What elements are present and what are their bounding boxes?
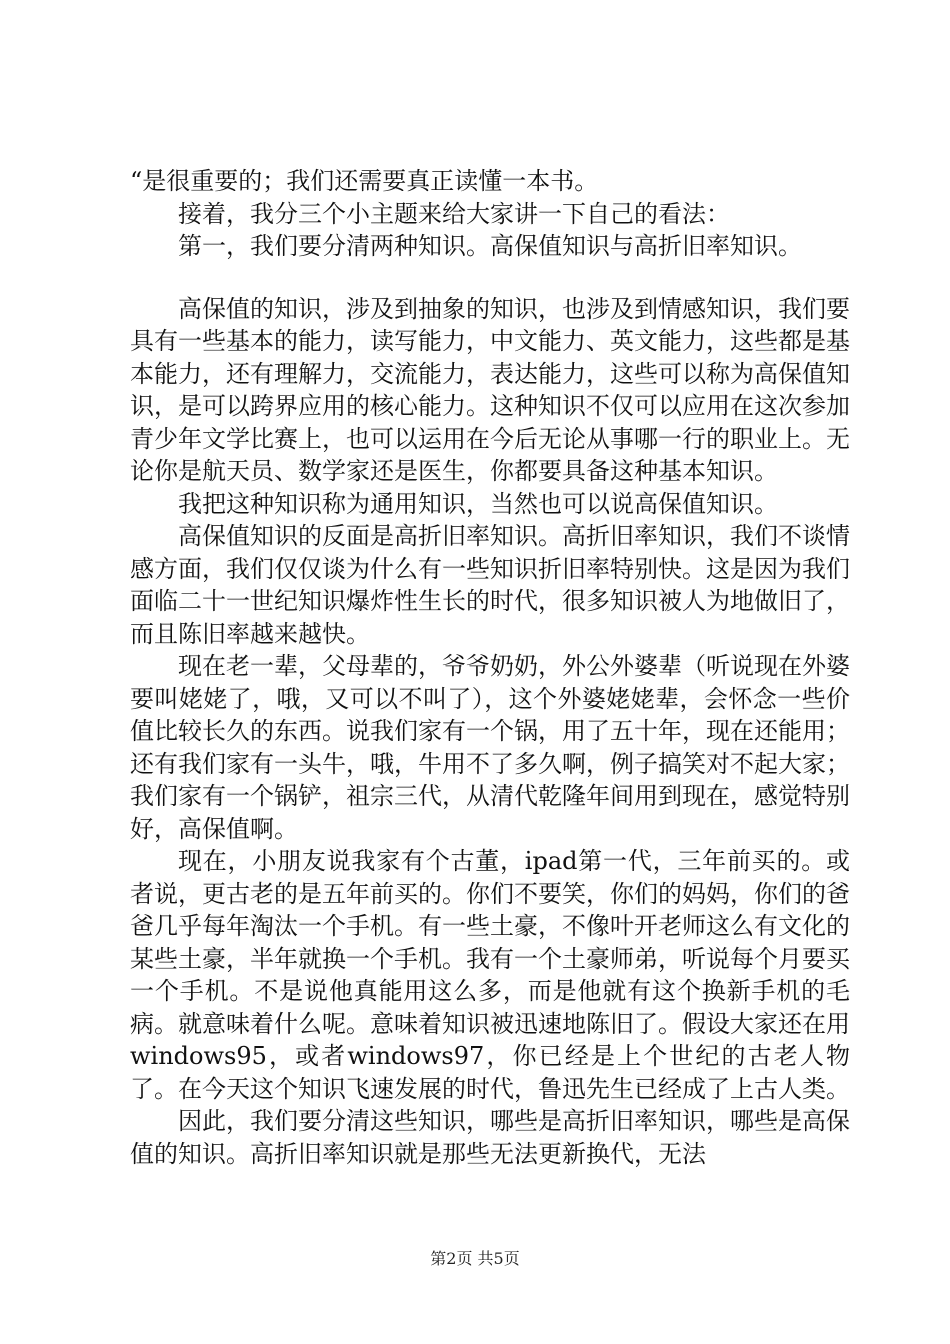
paragraph-continuation: “是很重要的；我们还需要真正读懂一本书。 (130, 167, 599, 195)
document-body (130, 165, 850, 1170)
page-footer: 第2页 共5页 (430, 1249, 520, 1268)
paragraph-intro: 接着，我分三个小主题来给大家讲一下自己的看法： (178, 199, 730, 228)
paragraph-depreciation-knowledge: 高保值知识的反面是高折旧率知识。高折旧率知识，我们不谈情感方面，我们仅仅谈为什么有一些知识折旧率特别快。这是因为我们面临二十一世纪知识爆炸性生长的时代，很多知识被人为地做旧了，而且陈旧率越来越快。 (130, 522, 850, 648)
paragraph-therefore: 因此，我们要分清这些知识，哪些是高折旧率知识，哪些是高保值的知识。高折旧率知识就是那些无法更新换代，无法 (130, 1107, 850, 1168)
paragraph-older-generation: 现在老一辈，父母辈的，爷爷奶奶，外公外婆辈（听说现在外婆要叫姥姥了，哦，又可以不叫了），这个外婆姥姥辈，会怀念一些价值比较长久的东西。说我们家有一个锅，用了五十年，现在还能用；还有我们家有一头牛，哦，牛用不了多久啊，例子搞笑对不起大家；我们家有一个锅铲，祖宗三代，从清代乾隆年间用到现在，感觉特别好，高保值啊。 (130, 652, 850, 843)
paragraph-ipad-example: 现在，小朋友说我家有个古董，ipad第一代，三年前买的。或者说，更古老的是五年前买的。你们不要笑，你们的妈妈，你们的爸爸几乎每年淘汰一个手机。有一些土豪，不像叶开老师这么有文化的某些土豪，半年就换一个手机。我有一个土豪师弟，听说每个月要买一个手机。不是说他真能用这么多，而是他就有这个换新手机的毛病。就意味着什么呢。意味着知识被迅速地陈旧了。假设大家还在用windows95，或者windows97，你已经是上个世纪的古老人物了。在今天这个知识飞速发展的时代，鲁迅先生已经成了上古人类。 (130, 847, 850, 1103)
paragraph-first-point: 第一，我们要分清两种知识。高保值知识与高折旧率知识。 (178, 232, 802, 260)
paragraph-high-value-knowledge: 高保值的知识，涉及到抽象的知识，也涉及到情感知识，我们要具有一些基本的能力，读写能力，中文能力、英文能力，这些都是基本能力，还有理解力，交流能力，表达能力，这些可以称为高保值知识，是可以跨界应用的核心能力。这种知识不仅可以应用在这次参加青少年文学比赛上，也可以运用在今后无论从事哪一行的职业上。无论你是航天员、数学家还是医生，你都要具备这种基本知识。 (130, 294, 850, 485)
paragraph-general-knowledge: 我把这种知识称为通用知识，当然也可以说高保值知识。 (178, 489, 778, 518)
